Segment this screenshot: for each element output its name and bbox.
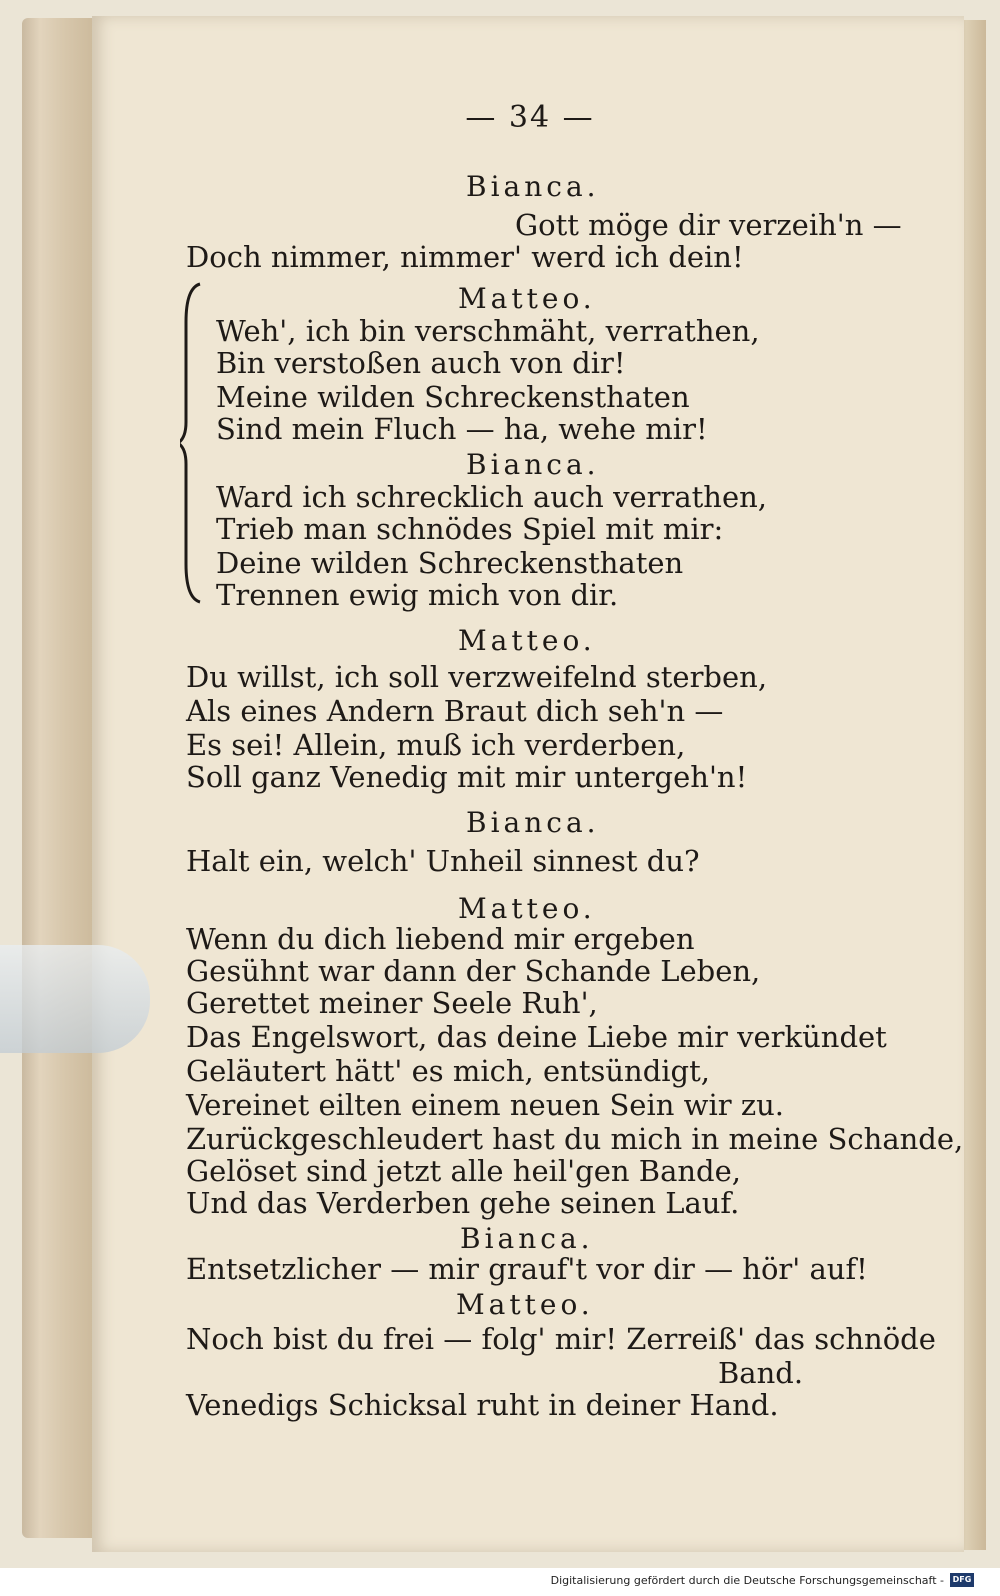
footer-bar bbox=[0, 1568, 1000, 1596]
verse-line: Venedigs Schicksal ruht in deiner Hand. bbox=[186, 1388, 779, 1422]
footer-credit: Digitalisierung gefördert durch die Deutsche Forschungsgemeinschaft - bbox=[550, 1574, 944, 1587]
verse-line: Geläutert hätt' es mich, entsündigt, bbox=[186, 1054, 710, 1088]
verse-line: Band. bbox=[718, 1356, 804, 1390]
verse-line: Deine wilden Schreckensthaten bbox=[216, 546, 684, 580]
speaker-bianca: Bianca. bbox=[466, 448, 600, 481]
verse-line: Du willst, ich soll verzweifelnd sterben, bbox=[186, 660, 768, 694]
verse-line: Meine wilden Schreckensthaten bbox=[216, 380, 690, 414]
verse-line: Gerettet meiner Seele Ruh', bbox=[186, 986, 598, 1020]
speaker-matteo: Matteo. bbox=[458, 282, 596, 315]
speaker-bianca: Bianca. bbox=[466, 806, 600, 839]
verse-line: Vereinet eilten einem neuen Sein wir zu. bbox=[186, 1088, 784, 1122]
verse-line: Wenn du dich liebend mir ergeben bbox=[186, 922, 695, 956]
duet-brace bbox=[180, 282, 204, 604]
verse-line: Gelöset sind jetzt alle heil'gen Bande, bbox=[186, 1154, 741, 1188]
speaker-matteo: Matteo. bbox=[458, 892, 596, 925]
verse-line: Noch bist du frei — folg' mir! Zerreiß' das schnöde bbox=[186, 1322, 936, 1356]
bookmark-clip bbox=[0, 945, 150, 1053]
verse-line: Das Engelswort, das deine Liebe mir verkündet bbox=[186, 1020, 887, 1054]
verse-line: Ward ich schrecklich auch verrathen, bbox=[216, 480, 768, 514]
verse-line: Bin verstoßen auch von dir! bbox=[216, 346, 626, 380]
verse-line: Trennen ewig mich von dir. bbox=[216, 578, 619, 612]
verse-line: Als eines Andern Braut dich seh'n — bbox=[186, 694, 724, 728]
speaker-matteo: Matteo. bbox=[458, 624, 596, 657]
verse-line: Gott möge dir verzeih'n — bbox=[515, 208, 902, 242]
verse-line: Weh', ich bin verschmäht, verrathen, bbox=[216, 314, 760, 348]
verse-line: Soll ganz Venedig mit mir untergeh'n! bbox=[186, 760, 748, 794]
speaker-bianca: Bianca. bbox=[460, 1222, 594, 1255]
verse-line: Doch nimmer, nimmer' werd ich dein! bbox=[186, 240, 744, 274]
dfg-logo: DFG bbox=[950, 1573, 974, 1587]
speaker-bianca: Bianca. bbox=[466, 170, 600, 203]
verse-line: Entsetzlicher — mir grauf't vor dir — hör' auf! bbox=[186, 1252, 868, 1286]
verse-line: Gesühnt war dann der Schande Leben, bbox=[186, 954, 761, 988]
verse-line: Und das Verderben gehe seinen Lauf. bbox=[186, 1186, 740, 1220]
verse-line: Trieb man schnödes Spiel mit mir: bbox=[216, 512, 724, 546]
verse-line: Es sei! Allein, muß ich verderben, bbox=[186, 728, 686, 762]
speaker-matteo: Matteo. bbox=[456, 1288, 594, 1321]
verse-line: Halt ein, welch' Unheil sinnest du? bbox=[186, 844, 700, 878]
verse-line: Sind mein Fluch — ha, wehe mir! bbox=[216, 412, 708, 446]
page-number: — 34 — bbox=[465, 100, 595, 135]
verse-line: Zurückgeschleudert hast du mich in meine Schande, bbox=[186, 1122, 964, 1156]
